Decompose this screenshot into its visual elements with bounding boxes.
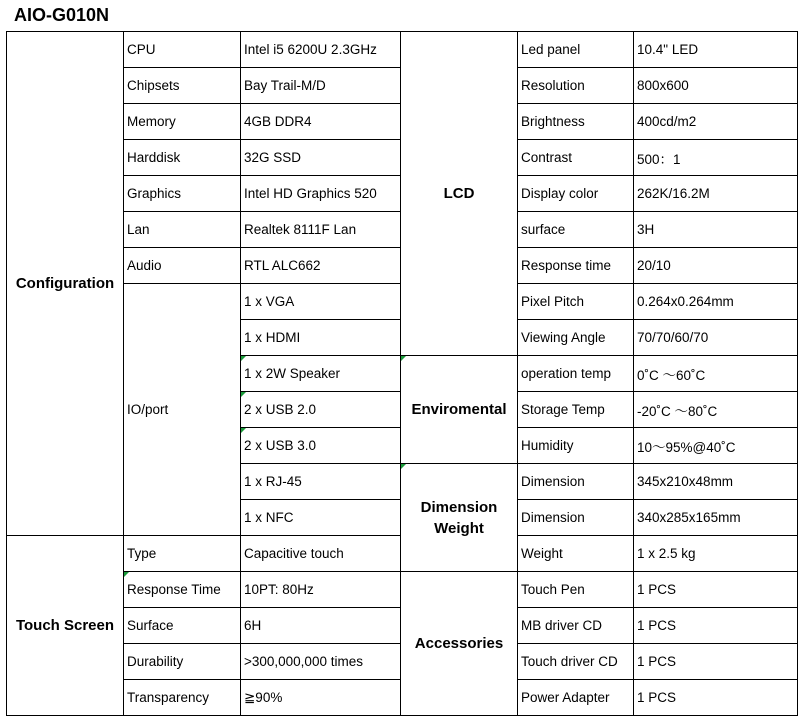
spec-label: Response Time xyxy=(124,572,241,608)
spec-value: Intel i5 6200U 2.3GHz xyxy=(241,32,401,68)
spec-label: Weight xyxy=(518,536,634,572)
spec-label: Storage Temp xyxy=(518,392,634,428)
spec-label: Touch driver CD xyxy=(518,644,634,680)
spec-label: CPU xyxy=(124,32,241,68)
spec-label: Response time xyxy=(518,248,634,284)
spec-value: 2 x USB 2.0 xyxy=(241,392,401,428)
spec-label: Durability xyxy=(124,644,241,680)
spec-value: 3H xyxy=(634,212,798,248)
spec-label: Dimension xyxy=(518,464,634,500)
spec-value: 800x600 xyxy=(634,68,798,104)
spec-label: Transparency xyxy=(124,680,241,716)
spec-label: Display color xyxy=(518,176,634,212)
group-dimension-weight: Dimension Weight xyxy=(401,464,518,572)
spec-label: Chipsets xyxy=(124,68,241,104)
spec-value: 1 x 2W Speaker xyxy=(241,356,401,392)
spec-value: 4GB DDR4 xyxy=(241,104,401,140)
table-row xyxy=(7,572,798,608)
spec-value: ≧90% xyxy=(241,680,401,716)
spec-label: Resolution xyxy=(518,68,634,104)
spec-value: 400cd/m2 xyxy=(634,104,798,140)
spec-value: RTL ALC662 xyxy=(241,248,401,284)
table-row xyxy=(7,32,798,68)
spec-value: 1 x 2.5 kg xyxy=(634,536,798,572)
group-lcd: LCD xyxy=(401,32,518,356)
io-port-label: IO/port xyxy=(124,284,241,536)
group-enviromental: Enviromental xyxy=(401,356,518,464)
spec-value: 10PT: 80Hz xyxy=(241,572,401,608)
spec-value: 1 x NFC xyxy=(241,500,401,536)
spec-label: Dimension xyxy=(518,500,634,536)
spec-value: 500：1 xyxy=(634,140,798,176)
spec-label: Graphics xyxy=(124,176,241,212)
spec-value: 345x210x48mm xyxy=(634,464,798,500)
spec-label: Audio xyxy=(124,248,241,284)
spec-value: 70/70/60/70 xyxy=(634,320,798,356)
spec-value: 0.264x0.264mm xyxy=(634,284,798,320)
spec-value: 340x285x165mm xyxy=(634,500,798,536)
spec-value: -20˚C ～80˚C xyxy=(634,392,798,428)
spec-value: Capacitive touch xyxy=(241,536,401,572)
spec-value: 2 x USB 3.0 xyxy=(241,428,401,464)
spec-value: 1 PCS xyxy=(634,572,798,608)
spec-label: Viewing Angle xyxy=(518,320,634,356)
spec-label: Harddisk xyxy=(124,140,241,176)
spec-label: operation temp xyxy=(518,356,634,392)
spec-value: 0˚C ～60˚C xyxy=(634,356,798,392)
spec-label: Brightness xyxy=(518,104,634,140)
spec-value: 1 x HDMI xyxy=(241,320,401,356)
spec-value: 1 x RJ-45 xyxy=(241,464,401,500)
spec-value: 1 x VGA xyxy=(241,284,401,320)
spec-value: 10～95%@40˚C xyxy=(634,428,798,464)
spec-value: Intel HD Graphics 520 xyxy=(241,176,401,212)
spec-label: MB driver CD xyxy=(518,608,634,644)
spec-label: Surface xyxy=(124,608,241,644)
spec-label: Pixel Pitch xyxy=(518,284,634,320)
spec-label: Memory xyxy=(124,104,241,140)
spec-value: Realtek 8111F Lan xyxy=(241,212,401,248)
spec-value: 1 PCS xyxy=(634,608,798,644)
spec-label: Type xyxy=(124,536,241,572)
spec-value: 262K/16.2M xyxy=(634,176,798,212)
spec-value: >300,000,000 times xyxy=(241,644,401,680)
spec-value: 1 PCS xyxy=(634,680,798,716)
group-configuration: Configuration xyxy=(7,32,124,536)
spec-value: 6H xyxy=(241,608,401,644)
spec-label: Lan xyxy=(124,212,241,248)
spec-table xyxy=(6,31,798,716)
spec-label: Touch Pen xyxy=(518,572,634,608)
spec-value: 1 PCS xyxy=(634,644,798,680)
spec-value: 10.4" LED xyxy=(634,32,798,68)
spec-value: 32G SSD xyxy=(241,140,401,176)
group-accessories: Accessories xyxy=(401,572,518,716)
page-title: AIO-G010N xyxy=(14,5,110,25)
spec-value: Bay Trail-M/D xyxy=(241,68,401,104)
spec-value: 20/10 xyxy=(634,248,798,284)
group-touch-screen: Touch Screen xyxy=(7,536,124,716)
spec-label: surface xyxy=(518,212,634,248)
spec-label: Led panel xyxy=(518,32,634,68)
spec-label: Power Adapter xyxy=(518,680,634,716)
spec-label: Contrast xyxy=(518,140,634,176)
spec-label: Humidity xyxy=(518,428,634,464)
